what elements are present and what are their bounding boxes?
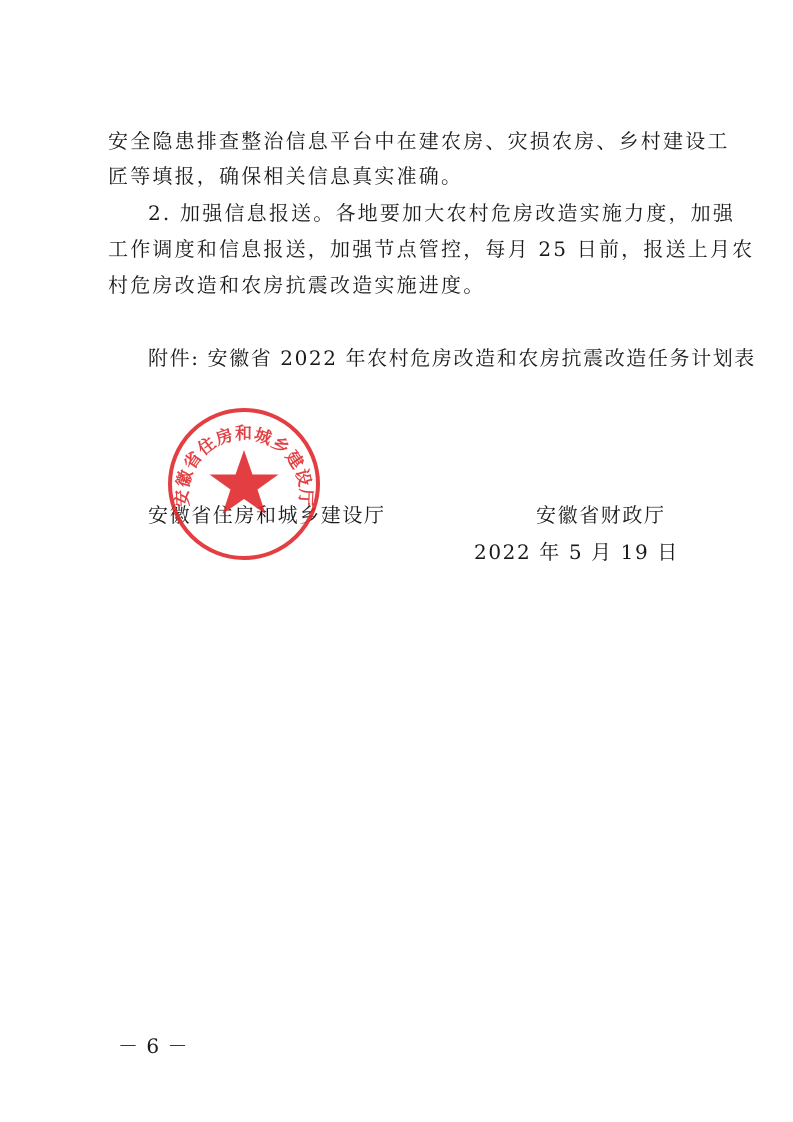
document-date: 2022 年 5 月 19 日 [474, 540, 679, 564]
official-seal-icon [164, 404, 324, 564]
page-number: － 6 － [118, 1034, 189, 1058]
signature-housing-department: 安徽省住房和城乡建设厅 [148, 503, 386, 527]
svg-text:安徽省住房和城乡建设厅: 安徽省住房和城乡建设厅 [172, 424, 316, 508]
body-text-line-1: 安全隐患排查整治信息平台中在建农房、灾损农房、乡村建设工 [108, 129, 730, 153]
body-text-line-4: 工作调度和信息报送，加强节点管控，每月 25 日前，报送上月农 [108, 237, 755, 261]
body-text-line-5: 村危房改造和农房抗震改造实施进度。 [108, 273, 486, 297]
body-text-line-3: 2. 加强信息报送。各地要加大农村危房改造实施力度，加强 [148, 201, 736, 225]
attachment-note: 附件: 安徽省 2022 年农村危房改造和农房抗震改造任务计划表 [148, 346, 756, 370]
body-text-line-2: 匠等填报，确保相关信息真实准确。 [108, 164, 464, 188]
seal-star-icon [210, 450, 279, 514]
signature-finance-department: 安徽省财政厅 [536, 503, 666, 527]
